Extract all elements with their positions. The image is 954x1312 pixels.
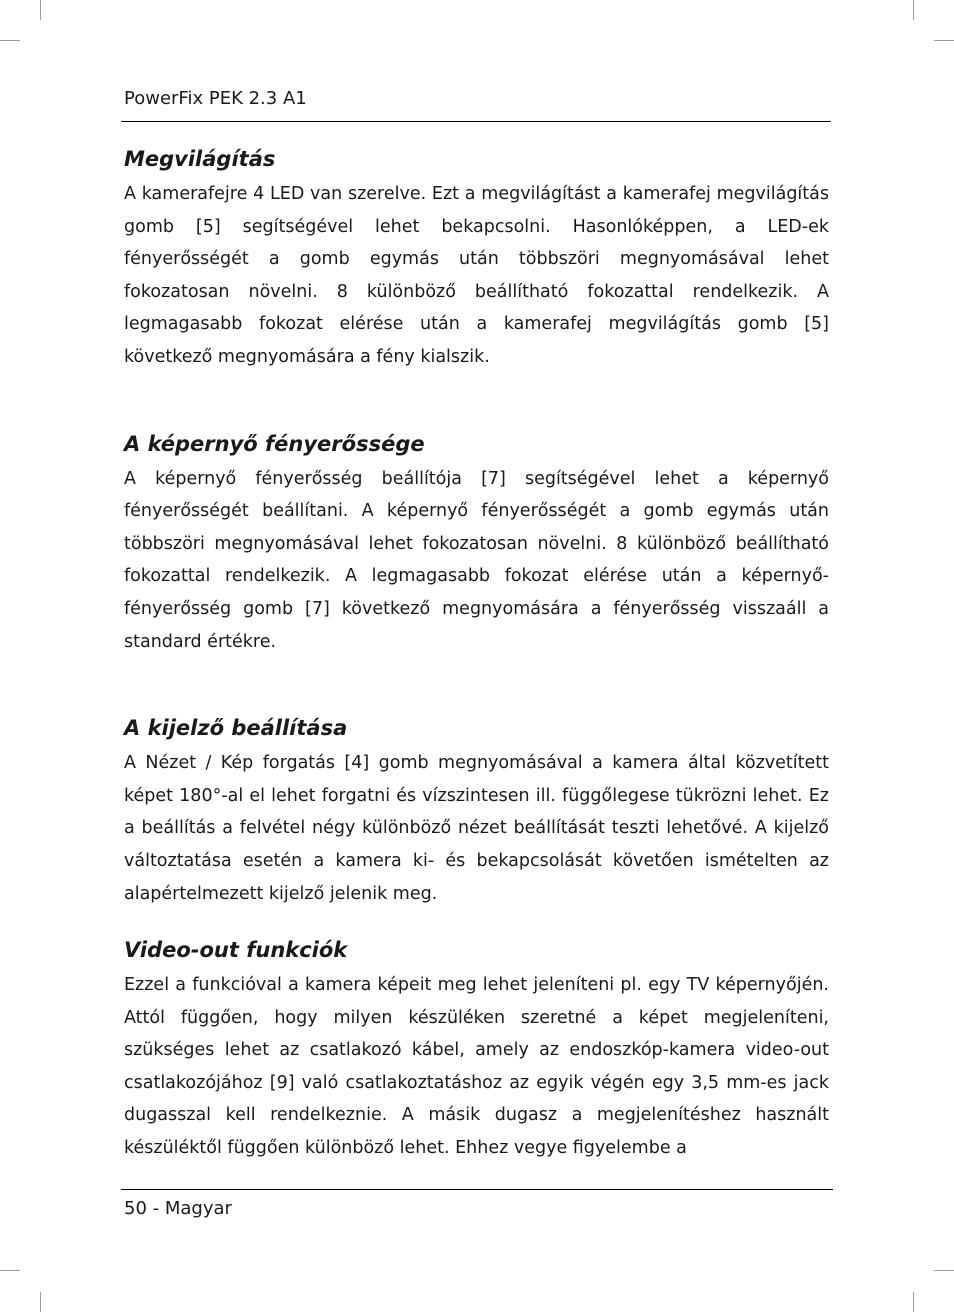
crop-mark (934, 1270, 954, 1271)
page-content (124, 142, 829, 1165)
section-illumination (124, 142, 829, 374)
section-heading: Megvilágítás (124, 147, 276, 171)
section-heading: A képernyő fényerőssége (124, 431, 425, 456)
section-screen-brightness (124, 427, 829, 659)
section-display-settings (124, 711, 829, 910)
section-heading: A kijelző beállítása (124, 716, 348, 741)
section-body: Ezzel a funkcióval a kamera képeit meg lehet jeleníteni pl. egy TV képernyőjén. Attól függően, hogy milyen készüléken szeretné a képet megjeleníteni, szükséges lehet az csatlakozó kábel, amely az endoszkóp-kamera video-out csatlakozójához [9] való csatlakoztatáshoz az egyik végén egy 3,5 mm-es jack dugasszal kell rendelkeznie. A másik dugasz a megjelenítéshez használt készüléktől függően különböző lehet. Ehhez vegye figyelembe a (124, 975, 829, 1159)
page-header: PowerFix PEK 2.3 A1 (124, 88, 307, 109)
crop-mark (913, 0, 914, 20)
section-heading: Video-out funkciók (124, 938, 348, 963)
footer-divider (121, 1189, 833, 1190)
page-footer: 50 - Magyar (124, 1198, 232, 1219)
crop-mark (934, 40, 954, 41)
section-video-out (124, 933, 829, 1165)
section-body: A Nézet / Kép forgatás [4] gomb megnyomásával a kamera által közvetített képet 180°-al el lehet forgatni és vízszintesen ill. függőlegese tükrözni lehet. Ez a beállítás a felvétel négy különböző nézet beállítását teszti lehetővé. A kijelző változtatása esetén a kamera ki- és bekapcsolását követően ismételten az alapértelmezett kijelző jelenik meg. (124, 753, 829, 904)
section-body: A kamerafejre 4 LED van szerelve. Ezt a megvilágítást a kamerafej megvilágítás gomb [5] segítségével lehet bekapcsolni. Hasonlóképpen, a LED-ek fényerősségét a gomb egymás után többszöri megnyomásával lehet fokozatosan növelni. 8 különböző beállítható fokozattal rendelkezik. A legmagasabb fokozat elérése után a kamerafej megvilágítás gomb [5] következő megnyomására a fény kialszik. (124, 184, 829, 367)
crop-mark (40, 1292, 41, 1312)
crop-mark (913, 1292, 914, 1312)
crop-mark (40, 0, 41, 20)
header-divider (121, 121, 831, 122)
section-body: A képernyő fényerősség beállítója [7] segítségével lehet a képernyő fényerősségét beállítani. A képernyő fényerősségét a gomb egymás után többszöri megnyomásával lehet fokozatosan növelni. 8 különböző beállítható fokozattal rendelkezik. A legmagasabb fokozat elérése után a képernyő-fényerősség gomb [7] következő megnyomására a fényerősség visszaáll a standard értékre. (124, 468, 829, 652)
crop-mark (0, 1270, 20, 1271)
crop-mark (0, 40, 20, 41)
